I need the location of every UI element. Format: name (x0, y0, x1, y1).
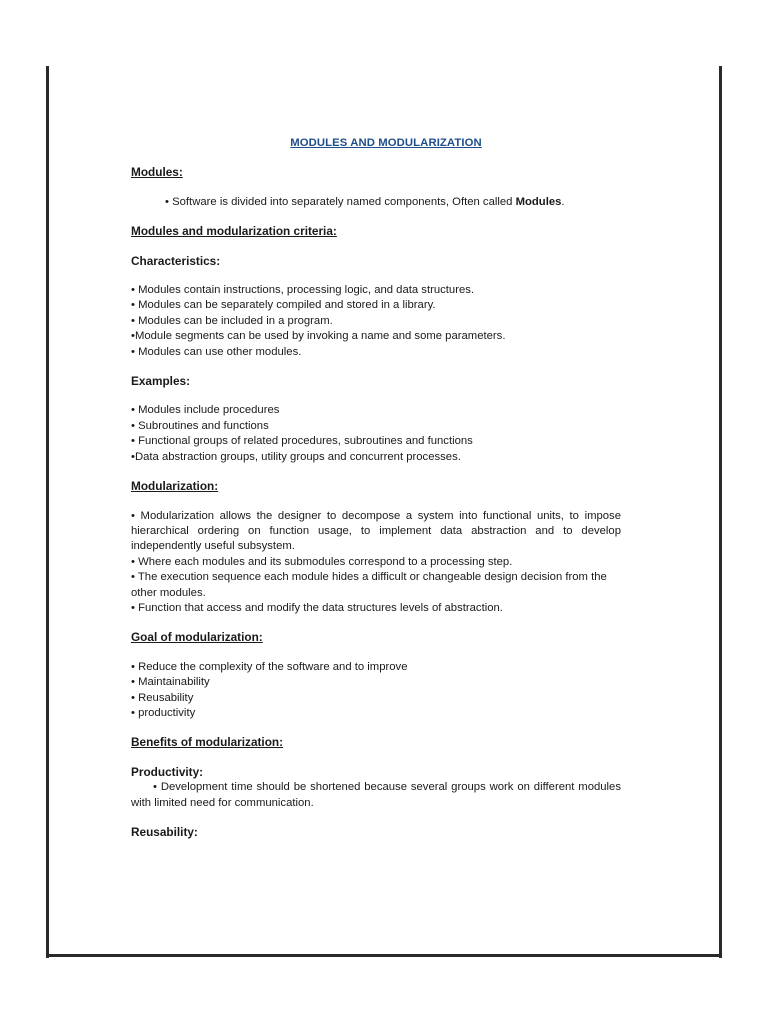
list-item: • Functional groups of related procedures, subroutines and functions (131, 435, 473, 448)
examples-list (131, 403, 621, 465)
modules-heading: Modules: (131, 165, 183, 180)
modules-definition: • Software is divided into separately named components, Often called Modules. (165, 195, 565, 208)
list-item: • Subroutines and functions (131, 419, 269, 432)
criteria-heading: Modules and modularization criteria: (131, 224, 337, 239)
characteristics-list (131, 283, 621, 360)
document-body (131, 136, 621, 840)
list-item: • Modules can use other modules. (131, 345, 302, 358)
list-item: • Reusability (131, 691, 194, 704)
modularization-heading: Modularization: (131, 479, 219, 494)
productivity-heading: Productivity: (131, 764, 204, 779)
characteristics-heading: Characteristics: (131, 253, 221, 268)
reusability-heading: Reusability: (131, 825, 198, 839)
list-item: • Where each modules and its submodules correspond to a processing step. (131, 555, 513, 568)
document-title: MODULES AND MODULARIZATION (290, 137, 482, 149)
list-item: • Modules include procedures (131, 404, 280, 417)
page-border-bottom (46, 954, 722, 957)
goal-heading: Goal of modularization: (131, 630, 263, 645)
goal-list (131, 660, 621, 722)
list-item: • Modularization allows the designer to decompose a system into functional units, to impose hierarchical ordering on function usage, to implement data abstraction and to develop independently useful subsystem. (131, 509, 621, 553)
list-item: • Modules can be separately compiled and stored in a library. (131, 299, 436, 312)
page-border-left (46, 66, 49, 958)
list-item: • The execution sequence each module hides a difficult or changeable design decision from the other modules. (131, 571, 607, 599)
examples-heading: Examples: (131, 374, 191, 389)
list-item: • productivity (131, 706, 196, 719)
list-item: •Data abstraction groups, utility groups and concurrent processes. (131, 450, 461, 463)
benefits-heading: Benefits of modularization: (131, 735, 284, 750)
page-border-right (719, 66, 722, 958)
modularization-list (131, 509, 621, 617)
list-item: • Modules can be included in a program. (131, 314, 333, 327)
productivity-text: • Development time should be shortened because several groups work on different modules with limited need for communication. (131, 781, 621, 809)
list-item: • Function that access and modify the data structures levels of abstraction. (131, 601, 503, 614)
list-item: • Maintainability (131, 676, 210, 689)
list-item: • Reduce the complexity of the software and to improve (131, 660, 408, 673)
list-item: • Modules contain instructions, processing logic, and data structures. (131, 284, 475, 297)
list-item: •Module segments can be used by invoking a name and some parameters. (131, 330, 506, 343)
